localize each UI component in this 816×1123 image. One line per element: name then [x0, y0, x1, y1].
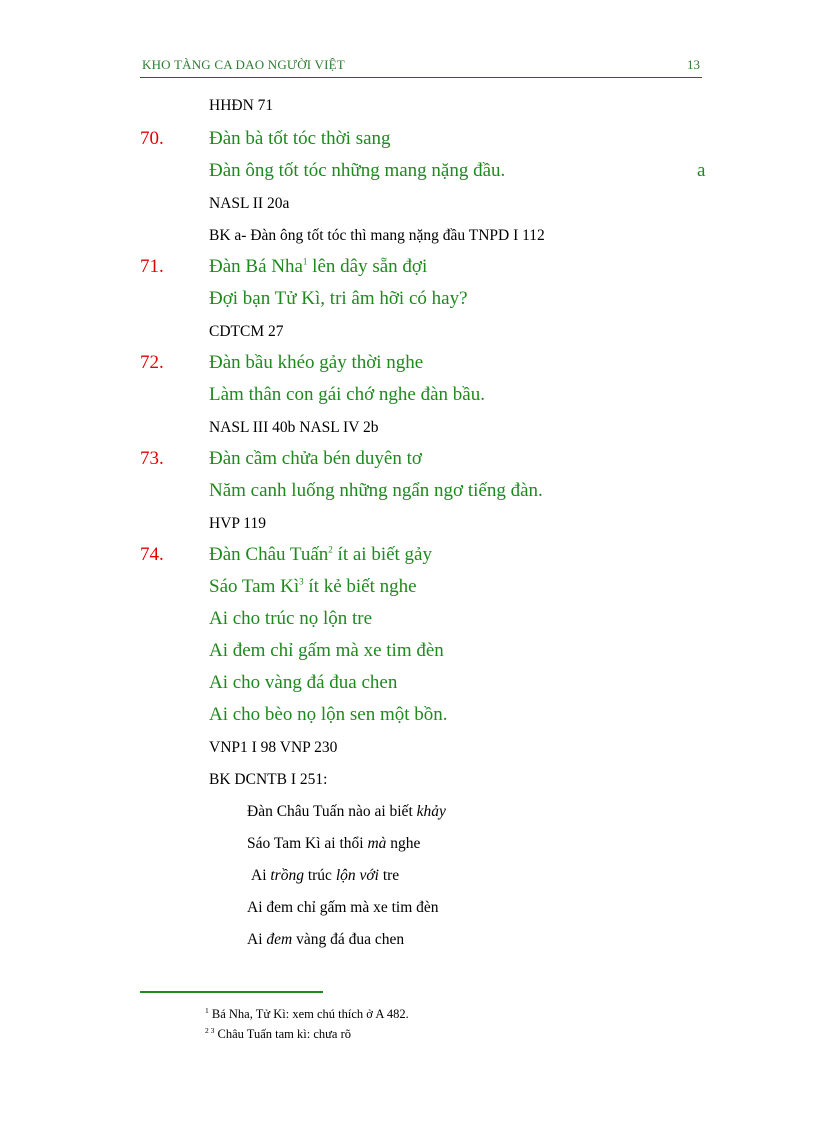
verse-line [209, 544, 432, 566]
footnote-ref: 1 [302, 256, 308, 267]
source-citation: HVP 119 [209, 515, 266, 532]
footnote-text: Châu Tuấn tam kì: chưa rõ [214, 1027, 352, 1041]
entry-number: 71. [140, 256, 164, 277]
source-citation: CDTCM 27 [209, 323, 284, 340]
verse-text: Đàn Châu Tuấn [209, 544, 329, 565]
source-citation: NASL II 20a [209, 195, 290, 212]
variant-line [247, 803, 446, 821]
verse-line: Đợi bạn Tử Kì, tri âm hỡi có hay? [209, 288, 468, 309]
entry-number: 72. [140, 352, 164, 373]
running-header [140, 55, 702, 78]
variant-line [247, 931, 404, 949]
verse-line: Đàn bà tốt tóc thời sang [209, 128, 391, 149]
verse-line [209, 256, 427, 278]
verse-line [209, 576, 417, 598]
variant-text: Sáo Tam Kì ai thổi [247, 835, 368, 852]
variant-emphasis: trồng [270, 867, 304, 884]
footnote-marker: 1 [205, 1005, 209, 1015]
variant-text: Đàn Châu Tuấn nào ai biết [247, 803, 417, 820]
variant-intro: BK DCNTB I 251: [209, 771, 328, 788]
page-number: 13 [687, 57, 700, 72]
variant-emphasis: lộn với [335, 867, 379, 884]
footnote-divider [140, 991, 323, 993]
footnote-text: Bá Nha, Tử Kì: xem chú thích ở A 482. [208, 1007, 409, 1021]
footnote-marker: 2 3 [205, 1025, 215, 1035]
variant-line: Ai đem chỉ gấm mà xe tim đèn [247, 899, 439, 916]
variant-note: BK a- Đàn ông tốt tóc thì mang nặng đầu TNPD I 112 [209, 227, 545, 244]
footnote [205, 1027, 351, 1042]
source-citation: NASL III 40b NASL IV 2b [209, 419, 379, 436]
variant-text: tre [378, 867, 400, 884]
verse-line: Ai cho bèo nọ lộn sen một bồn. [209, 704, 448, 725]
source-citation: HHĐN 71 [209, 97, 274, 114]
footnote-ref: 3 [299, 576, 304, 587]
verse-text: Sáo Tam Kì [209, 576, 300, 597]
verse-text: lên dây sẵn đợi [307, 256, 428, 277]
variant-line [251, 867, 399, 885]
verse-text: ít ai biết gảy [332, 544, 432, 565]
variant-text: Ai [251, 867, 271, 884]
variant-emphasis: khảy [416, 803, 446, 820]
variant-text: Ai [247, 931, 267, 948]
variant-text: vàng đá đua chen [292, 931, 405, 948]
verse-line: Đàn ông tốt tóc những mang nặng đầu. [209, 160, 506, 181]
entry-number: 70. [140, 128, 164, 149]
verse-text: ít kẻ biết nghe [303, 576, 417, 597]
variant-emphasis: đem [266, 931, 293, 948]
variant-marker: a [697, 160, 706, 181]
entry-number: 74. [140, 544, 164, 565]
book-title: KHO TÀNG CA DAO NGƯỜI VIỆT [142, 57, 345, 72]
variant-line [247, 835, 420, 853]
verse-text: Đàn Bá Nha [209, 256, 303, 277]
variant-emphasis: mà [367, 835, 387, 852]
verse-line: Ai đem chỉ gấm mà xe tim đèn [209, 640, 444, 661]
verse-line: Đàn bầu khéo gảy thời nghe [209, 352, 424, 373]
verse-line: Ai cho vàng đá đua chen [209, 672, 398, 693]
verse-line: Ai cho trúc nọ lộn tre [209, 608, 373, 629]
footnote [205, 1007, 409, 1022]
source-citation: VNP1 I 98 VNP 230 [209, 739, 338, 756]
verse-line: Làm thân con gái chớ nghe đàn bầu. [209, 384, 485, 405]
verse-line: Đàn cầm chửa bén duyên tơ [209, 448, 422, 469]
footnote-ref: 2 [328, 544, 333, 555]
variant-text: trúc [303, 867, 336, 884]
entry-number: 73. [140, 448, 164, 469]
verse-line: Năm canh luống những ngẩn ngơ tiếng đàn. [209, 480, 543, 501]
variant-text: nghe [386, 835, 421, 852]
